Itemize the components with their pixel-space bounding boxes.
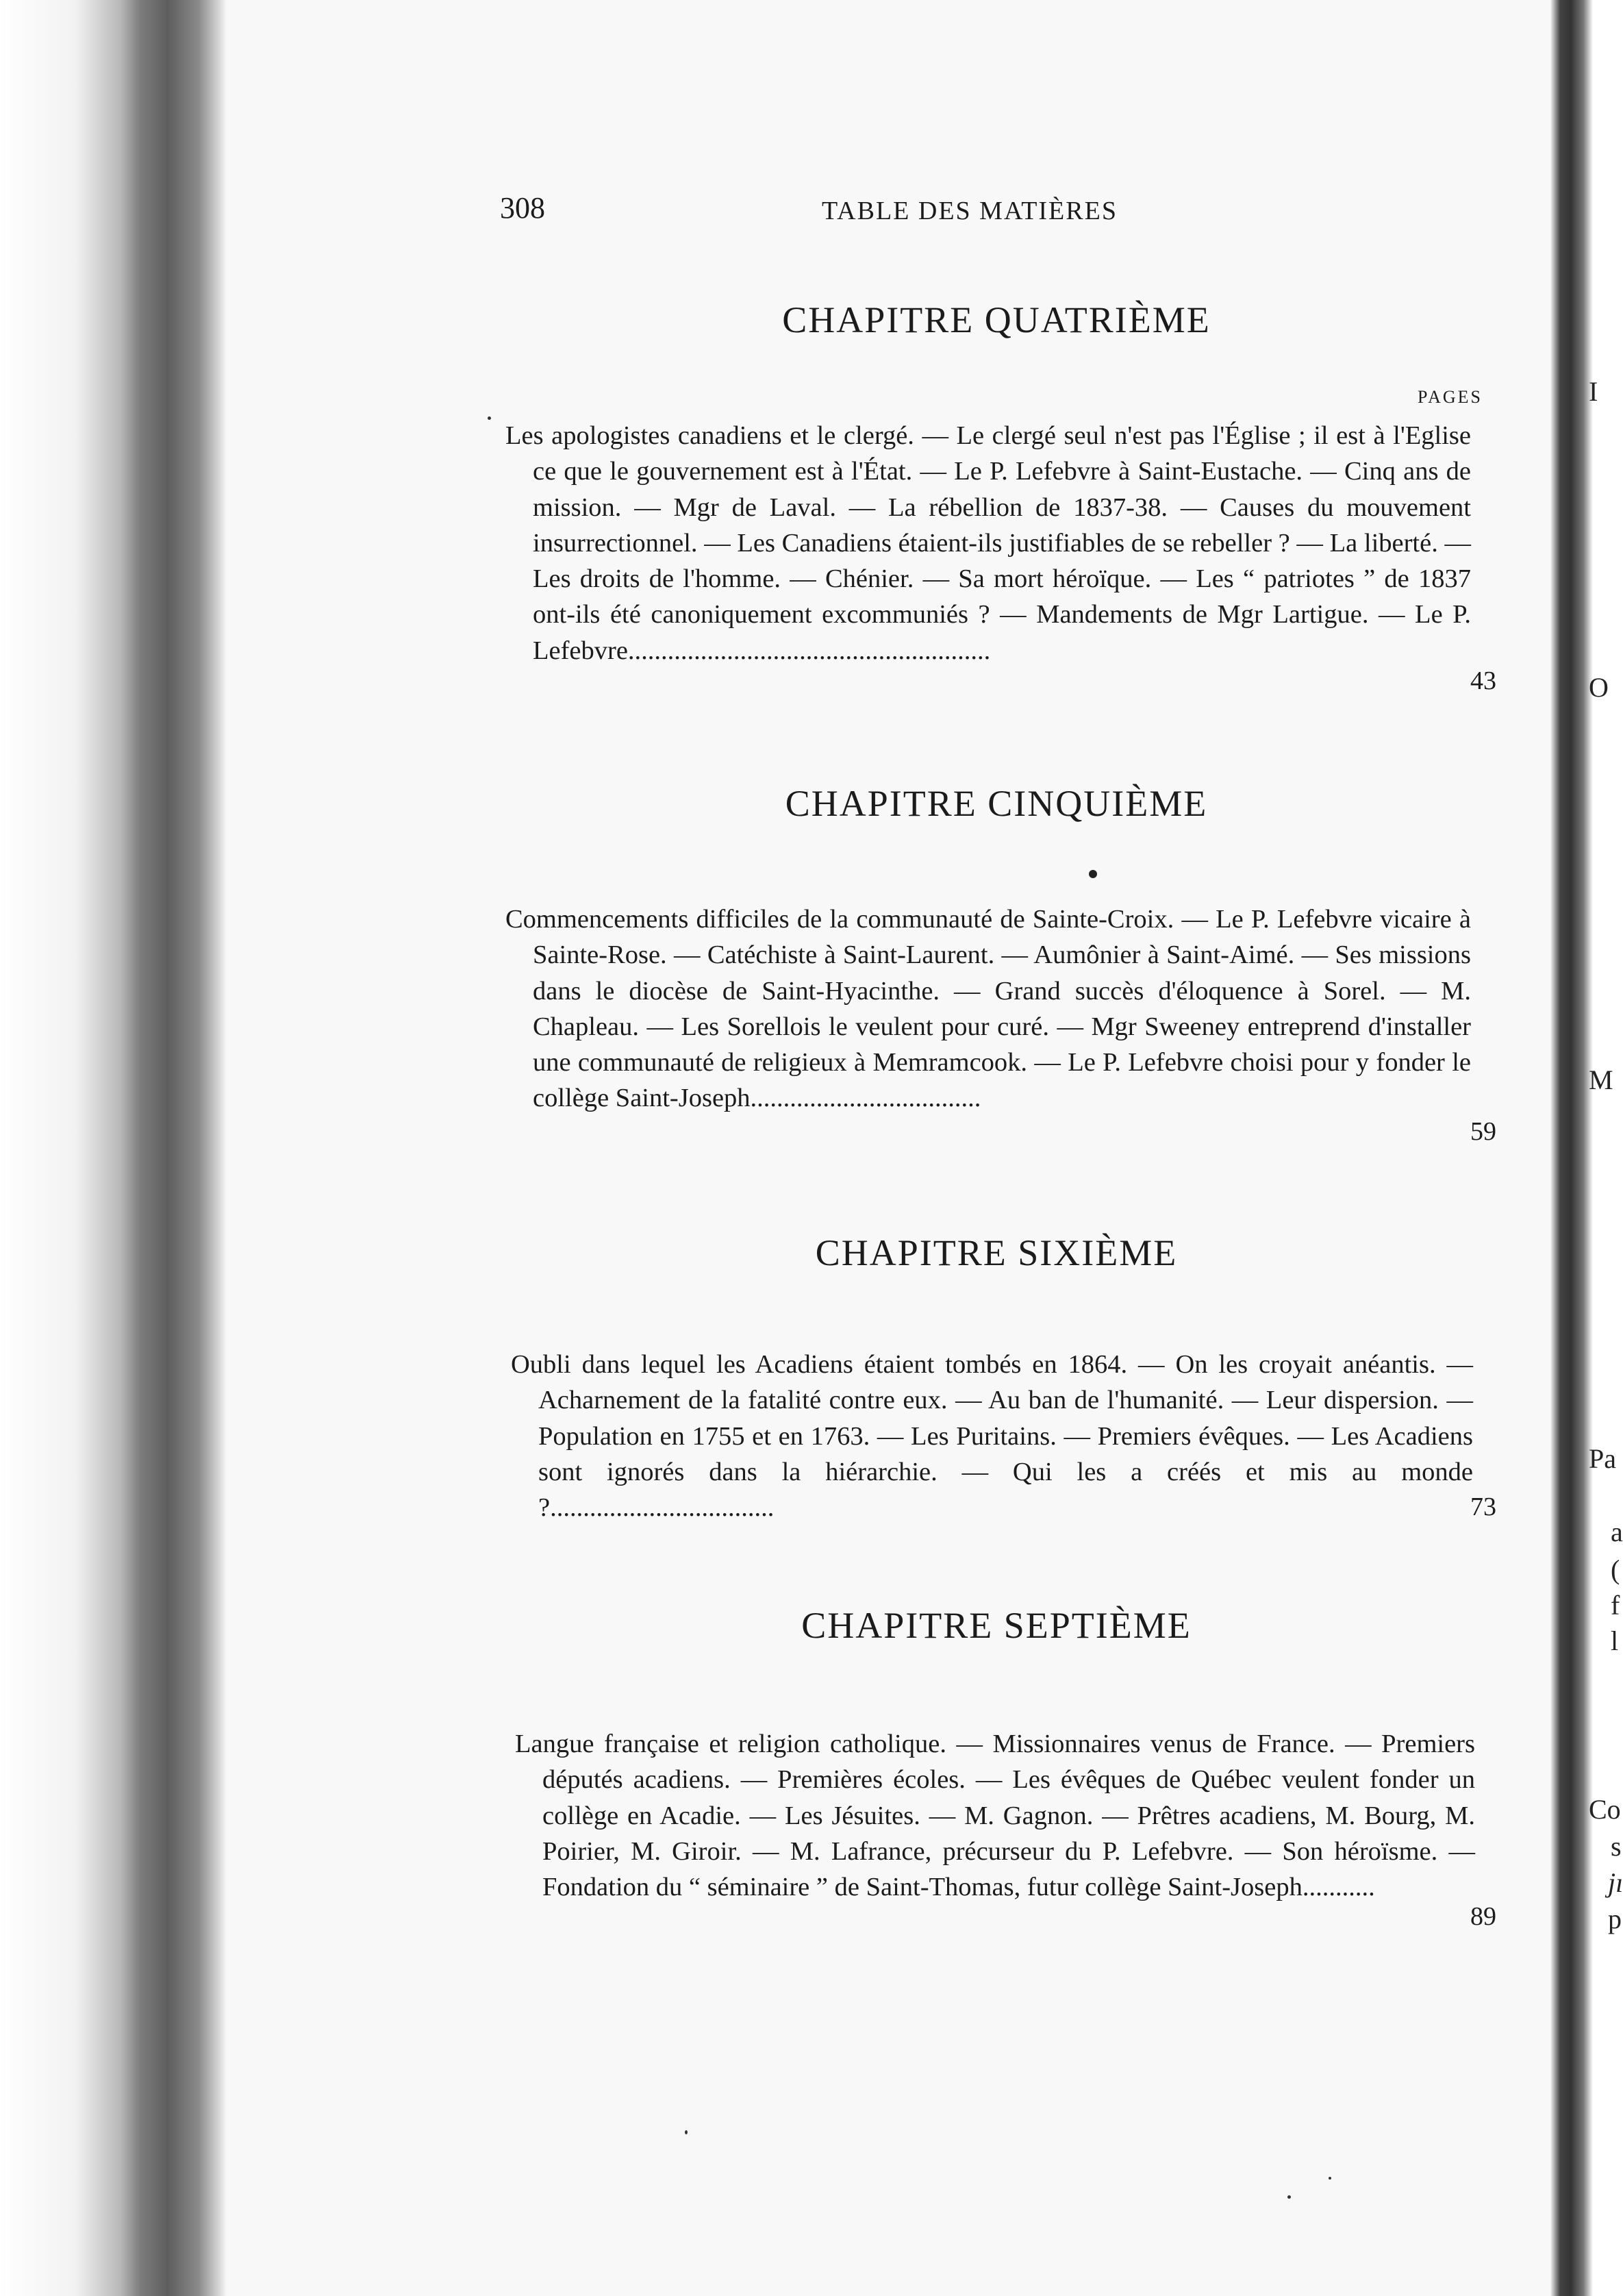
scan-speck	[685, 2130, 688, 2134]
chapter-title: CHAPITRE QUATRIÈME	[782, 299, 1211, 340]
facing-fragment: p	[1608, 1904, 1622, 1934]
facing-page-fragments	[1587, 0, 1623, 2296]
scan-speck	[488, 416, 491, 420]
chapter-summary: Langue française et religion catholique. — Missionnaires venus de France. — Premiers députés acadiens. — Premières écoles. — Les évêques de Québec veulent fonder un collège en Acadie. — Les Jésuites. — M. Gagnon. — Prêtres acadiens, M. Bourg, M. Poirier, M. Giroir. — M. Lafrance, précurseur du P. Lefebvre. — Son héroïsme. — Fondation du “ séminaire ” de Saint-Thomas, futur collège Saint-Joseph...........	[515, 1730, 1475, 1902]
page-number: 308	[500, 191, 545, 225]
facing-fragment: M	[1589, 1064, 1613, 1095]
chapter-summary: Les apologistes canadiens et le clergé. — Le clergé seul n'est pas l'Église ; il est à l'Eglise ce que le gouvernement est à l'État. — Le P. Lefebvre à Saint-Eustache. — Cinq ans de mission. — Mgr de Laval. — La rébellion de 1837-38. — Causes du mouvement insurrectionnel. — Les Canadiens étaient-ils justifiables de se rebeller ? — La liberté. — Les droits de l'homme. — Chénier. — Sa mort héroïque. — Les “ patriotes ” de 1837 ont-ils été canoniquement excommuniés ? — Mandements de Mgr Lartigue. — Le P. Lefebvre.......................................................	[505, 421, 1471, 665]
facing-fragment: Co	[1589, 1794, 1621, 1825]
chapter-title: CHAPITRE SEPTIÈME	[801, 1605, 1192, 1646]
pages-column-label: PAGES	[1418, 387, 1483, 407]
chapter-title: CHAPITRE CINQUIÈME	[785, 783, 1208, 824]
chapter-page-number: 89	[1470, 1902, 1496, 1931]
facing-fragment: I	[1589, 376, 1598, 407]
chapter-title: CHAPITRE SIXIÈME	[815, 1232, 1178, 1273]
scan-speck	[1329, 2177, 1331, 2180]
chapter-page-number: 73	[1470, 1493, 1496, 1521]
facing-fragment: a	[1611, 1517, 1623, 1547]
scan-speck	[1287, 2195, 1291, 2199]
facing-fragment: f	[1611, 1590, 1620, 1621]
book-binding-gutter	[0, 0, 226, 2296]
facing-fragment: s	[1611, 1831, 1622, 1862]
facing-fragment: (	[1611, 1554, 1620, 1585]
facing-fragment: jı	[1608, 1867, 1623, 1898]
facing-fragment: l	[1611, 1625, 1619, 1656]
running-head-title: TABLE DES MATIÈRES	[822, 197, 1118, 225]
chapter-summary: Commencements difficiles de la communauté de Sainte-Croix. — Le P. Lefebvre vicaire à Sainte-Rose. — Catéchiste à Saint-Laurent. — Aumônier à Saint-Aimé. — Ses missions dans le diocèse de Saint-Hyacinthe. — Grand succès d'éloquence à Sorel. — M. Chapleau. — Les Sorellois le veulent pour curé. — Mgr Sweeney entreprend d'installer une communauté de religieux à Memramcook. — Le P. Lefebvre choisi pour y fonder le collège Saint-Joseph...................................	[505, 905, 1471, 1113]
chapter-summary: Oubli dans lequel les Acadiens étaient tombés en 1864. — On les croyait anéantis. — Acharnement de la fatalité contre eux. — Au ban de l'humanité. — Leur dispersion. — Population en 1755 et en 1763. — Les Puritains. — Premiers évêques. — Les Acadiens sont ignorés dans la hiérarchie. — Qui les a créés et mis au monde ?..................................	[511, 1350, 1473, 1523]
facing-fragment: O	[1589, 672, 1609, 703]
facing-fragment: Pa	[1589, 1443, 1616, 1474]
ornament-dot	[1089, 870, 1097, 878]
chapter-page-number: 59	[1470, 1117, 1496, 1146]
chapter-page-number: 43	[1470, 666, 1496, 695]
